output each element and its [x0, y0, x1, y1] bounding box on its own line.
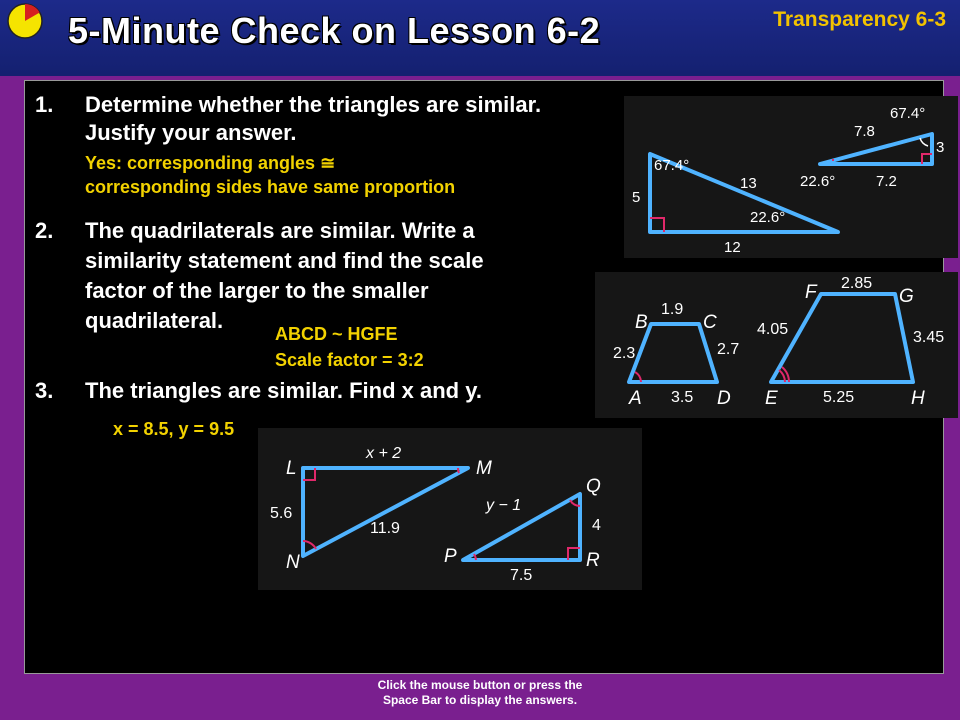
side-label: 5.25 [823, 389, 855, 406]
transparency-label: Transparency 6-3 [773, 8, 946, 31]
angle-label: 22.6° [750, 209, 786, 226]
figure-2-svg [595, 272, 958, 418]
vertex-label-R: R [586, 550, 600, 571]
side-label: 12 [724, 239, 741, 256]
question-text-line: quadrilateral. [85, 308, 224, 333]
answer-2 [275, 321, 575, 373]
footer-line: Click the mouse button or press the [377, 678, 583, 692]
vertex-label-P: P [444, 546, 457, 567]
figure-1-triangles [624, 96, 958, 258]
vertex-label-A: A [629, 388, 642, 409]
question-text-line: similarity statement and find the scale [85, 248, 484, 273]
vertex-label-L: L [286, 458, 297, 479]
question-text-line: The triangles are similar. Find x and y. [85, 378, 482, 403]
footer-instructions [0, 678, 960, 708]
side-label: 13 [740, 175, 757, 192]
vertex-label-G: G [899, 286, 914, 307]
figure-3-svg [258, 428, 642, 590]
question-text-line: Determine whether the triangles are similar. [85, 92, 542, 117]
side-label-top: x + 2 [366, 445, 402, 462]
page-title: 5-Minute Check on Lesson 6-2 [68, 10, 601, 51]
question-2 [35, 217, 595, 335]
answer-line: Yes: corresponding angles ≅ [85, 153, 336, 173]
side-label: 2.7 [717, 341, 740, 358]
vertex-label-D: D [717, 388, 731, 409]
side-label: 3.5 [671, 389, 694, 406]
triangle-small [820, 134, 932, 164]
vertex-label-N: N [286, 552, 300, 573]
quadrilateral-efgh [771, 294, 913, 382]
question-number: 2. [35, 218, 54, 243]
vertex-label-Q: Q [586, 476, 601, 497]
angle-arc-marker [458, 468, 459, 473]
question-number: 1. [35, 92, 54, 117]
side-label-hyp: y − 1 [486, 497, 522, 514]
footer-line: Space Bar to display the answers. [382, 693, 578, 707]
triangle-pqr [463, 494, 580, 560]
side-label: 2.3 [613, 345, 636, 362]
vertex-label-E: E [765, 388, 778, 409]
side-label: 2.85 [841, 275, 873, 292]
answer-line: Scale factor = 3:2 [275, 350, 424, 370]
figure-3-triangles [258, 428, 642, 590]
answer-line: corresponding sides have same proportion [85, 177, 456, 197]
side-label-base: 7.5 [510, 567, 533, 584]
side-label: 5 [632, 189, 641, 206]
question-3 [35, 377, 595, 407]
side-label-hyp: 11.9 [370, 520, 400, 537]
triangle-lmn [303, 468, 468, 556]
question-text-line: The quadrilaterals are similar. Write a [85, 218, 475, 243]
vertex-label-H: H [911, 388, 925, 409]
vertex-label-F: F [805, 282, 817, 303]
question-number: 3. [35, 378, 54, 403]
side-label: 4.05 [757, 321, 789, 338]
figure-2-quadrilaterals [595, 272, 958, 418]
vertex-label-B: B [635, 312, 648, 333]
side-label: 7.2 [876, 173, 897, 190]
side-label: 7.8 [854, 123, 875, 140]
question-text-line: factor of the larger to the smaller [85, 278, 429, 303]
vertex-label-M: M [476, 458, 492, 479]
question-text-line: Justify your answer. [85, 120, 297, 145]
angle-label: 22.6° [800, 173, 836, 190]
question-1 [35, 91, 635, 151]
header-bar [0, 0, 960, 76]
side-label-left: 5.6 [270, 505, 293, 522]
answer-line: ABCD ~ HGFE [275, 324, 398, 344]
clock-icon [6, 2, 44, 40]
side-label: 1.9 [661, 301, 684, 318]
angle-label: 67.4° [890, 105, 926, 122]
figure-1-svg [624, 96, 958, 258]
side-label: 3 [936, 139, 945, 156]
right-angle-marker [650, 218, 664, 232]
answer-1 [85, 151, 645, 199]
angle-label: 67.4° [654, 157, 690, 174]
side-label: 3.45 [913, 329, 945, 346]
side-label-right: 4 [592, 517, 601, 534]
angle-arc-marker [920, 138, 928, 146]
vertex-label-C: C [703, 312, 717, 333]
answer-line: x = 8.5, y = 9.5 [113, 419, 235, 439]
